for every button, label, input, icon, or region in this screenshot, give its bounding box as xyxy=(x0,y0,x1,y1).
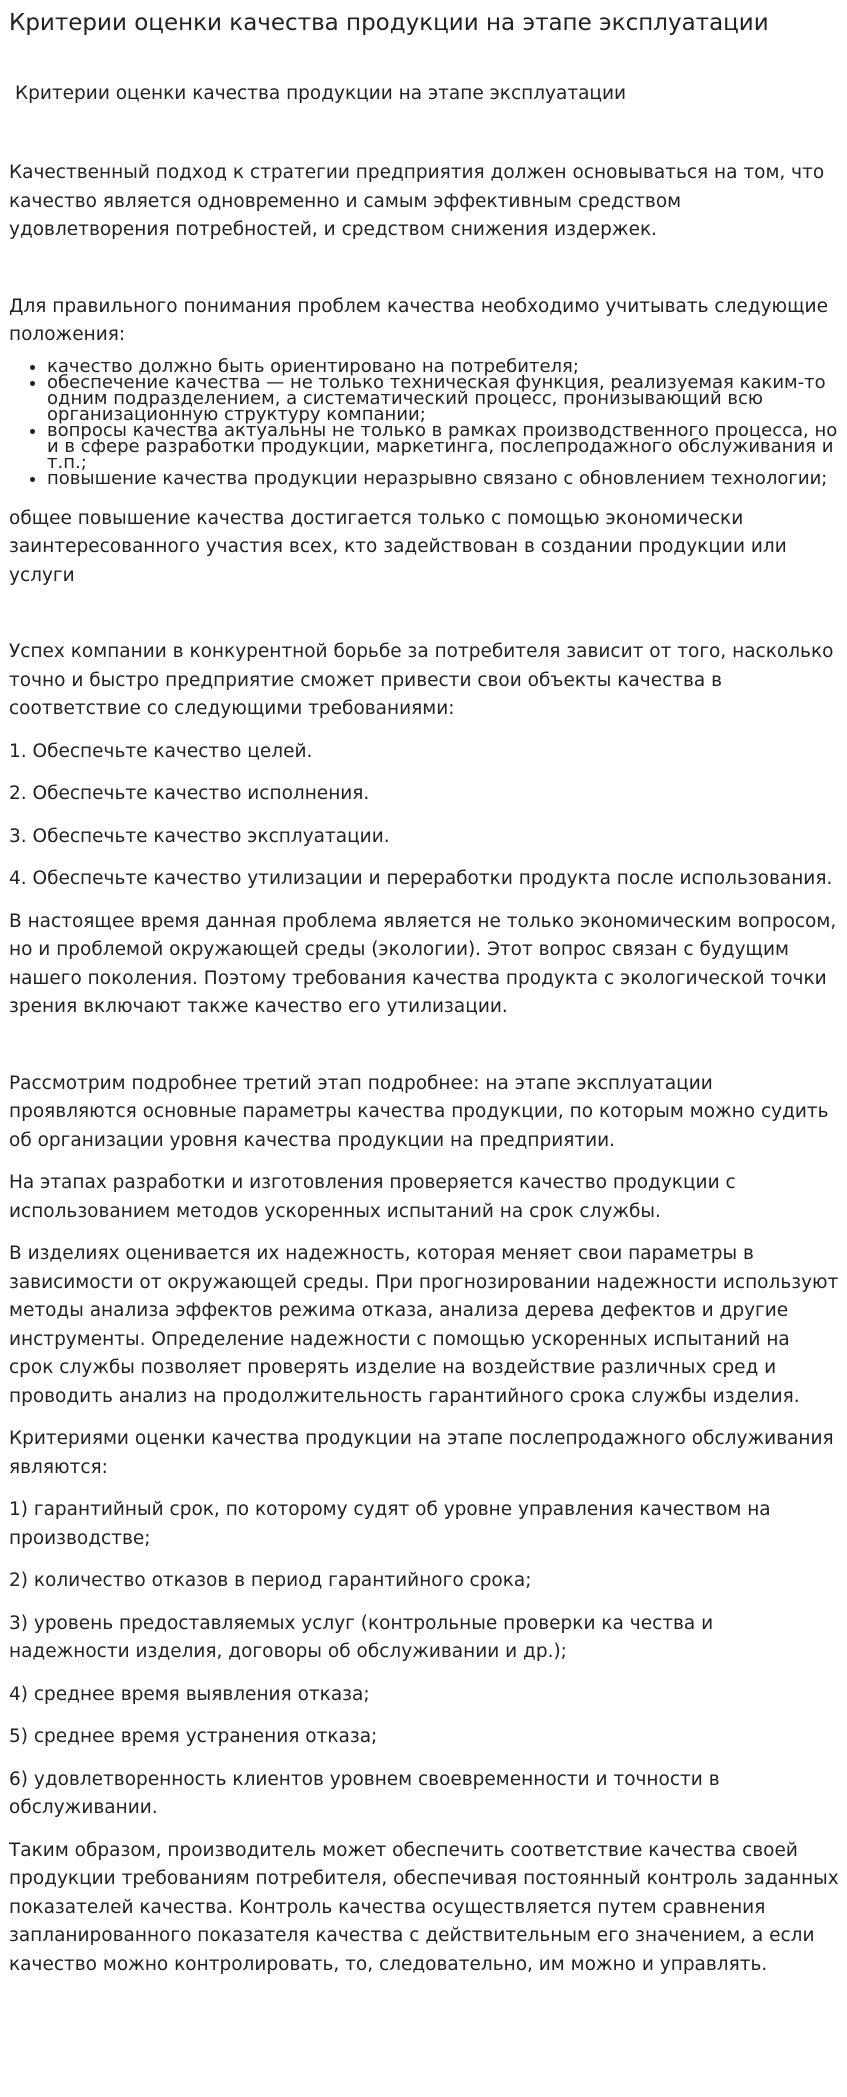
reliability-paragraph: В изделиях оценивается их надежность, которая меняет свои параметры в зависимости от окружающей среды. При прогнозировании надежности используют методы анализа эффектов режима отказа, анализа дерева дефектов и другие инструменты. Определение надежности с помощью ускоренных испытаний на срок службы позволяет проверять изделие на воздействие различных сред и проводить анализ на продолжительность гарантийного срока службы изделия. xyxy=(9,1243,839,1407)
provisions-intro: Для правильного понимания проблем качества необходимо учитывать следующие положения: xyxy=(9,295,828,345)
testing-paragraph: На этапах разработки и изготовления проверяется качество продукции с использованием методов ускоренных испытаний на срок службы. xyxy=(9,1172,736,1222)
list-item: • вопросы качества актуальны не только в рамках производственного процесса, но и в сфере разработки продукции, маркетинга, послепродажного обслуживания и т.п.; xyxy=(47,423,839,471)
third-stage-paragraph: Рассмотрим подробнее третий этап подробнее: на этапе эксплуатации проявляются основные параметры качества продукции, по которым можно судить об организации уровня качества продукции на предприятии. xyxy=(9,1072,829,1151)
section-spacer xyxy=(9,1036,839,1070)
provisions-conclusion: общее повышение качества достигается только с помощью экономически заинтересованного участия всех, кто задействован в создании продукции или услуги xyxy=(9,507,787,586)
requirement-item: 2. Обеспечьте качество исполнения. xyxy=(9,783,370,804)
criteria-item: 6) удовлетворенность клиентов уровнем своевременности и точности в обслуживании. xyxy=(9,1768,720,1818)
section-spacer xyxy=(9,604,839,638)
criteria-item: 1) гарантийный срок, по которому судят об уровне управления качеством на производстве; xyxy=(9,1499,771,1549)
ecology-paragraph: В настоящее время данная проблема является не только экономическим вопросом, но и проблемой окружающей среды (экологии). Этот вопрос связан с будущим нашего поколения. Поэтому требования качества продукта с экологической точки зрения включают также качество его утилизации. xyxy=(9,910,837,1017)
conclusion-paragraph: Таким образом, производитель может обеспечить соответствие качества своей продукции требованиям потребителя, обеспечивая постоянный контроль заданных показателей качества. Контроль качества осуществляется путем сравнения запланированного показателя качества с действительным его значением, а если качество можно контролировать, то, следовательно, им можно и управлять. xyxy=(9,1839,839,1975)
page-title: Критерии оценки качества продукции на этапе эксплуатации xyxy=(9,10,769,36)
criteria-intro: Критериями оценки качества продукции на этапе послепродажного обслуживания являются: xyxy=(9,1428,834,1478)
list-item: • обеспечение качества — не только техническая функция, реализуемая каким-то одним подразделением, а систематический процесс, пронизывающий всю организационную структуру компании; xyxy=(47,375,839,423)
list-item: • повышение качества продукции неразрывно связано с обновлением технологии; xyxy=(47,471,839,487)
criteria-item: 4) среднее время выявления отказа; xyxy=(9,1683,370,1705)
criteria-item: 5) среднее время устранения отказа; xyxy=(9,1726,378,1747)
criteria-item: 2) количество отказов в период гарантийного срока; xyxy=(9,1570,532,1591)
article-subtitle: Критерии оценки качества продукции на этапе эксплуатации xyxy=(15,83,627,104)
intro-paragraph: Качественный подход к стратегии предприятия должен основываться на том, что качество является одновременно и самым эффективным средством удовлетворения потребностей, и средством снижения издержек. xyxy=(9,162,825,240)
provisions-list xyxy=(9,355,839,489)
success-paragraph: Успех компании в конкурентной борьбе за потребителя зависит от того, насколько точно и быстро предприятие сможет привести свои объекты качества в соответствие со следующими требованиями: xyxy=(9,641,834,719)
requirement-item: 1. Обеспечьте качество целей. xyxy=(9,740,313,762)
requirement-item: 4. Обеспечьте качество утилизации и переработки продукта после использования. xyxy=(9,868,833,889)
list-item: • качество должно быть ориентировано на потребителя; xyxy=(47,359,839,375)
criteria-item: 3) уровень предоставляемых услуг (контрольные проверки ка чества и надежности изделия, договоры об обслуживании и др.); xyxy=(9,1612,714,1662)
requirement-item: 3. Обеспечьте качество эксплуатации. xyxy=(9,825,390,847)
